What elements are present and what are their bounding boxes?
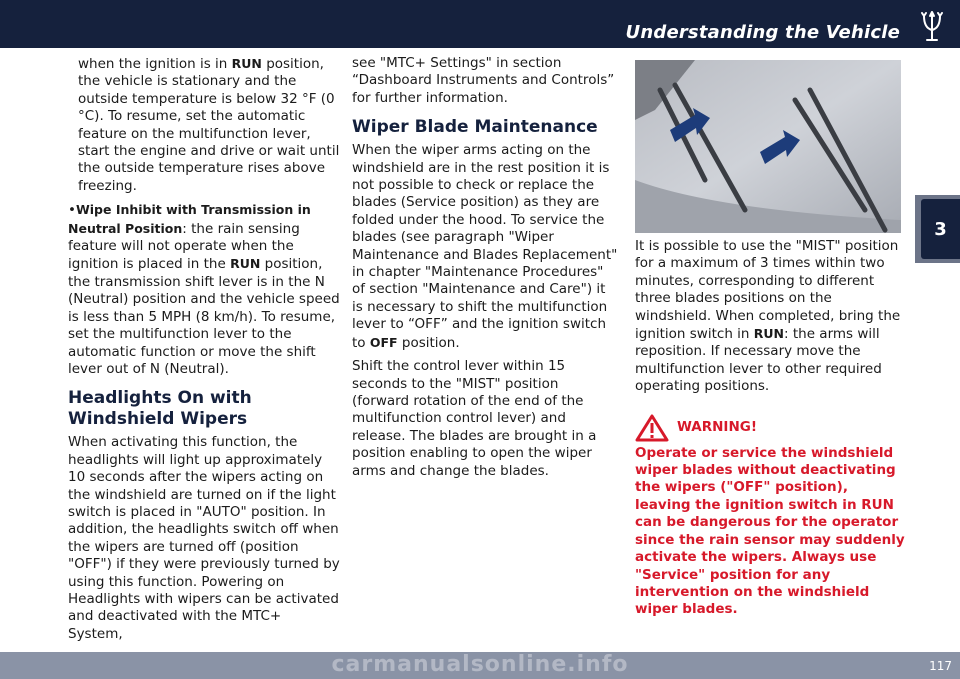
watermark: carmanualsonline.info bbox=[331, 652, 629, 677]
paragraph-headlights: When activating this function, the headlights will light up approximately 10 seconds after the wipers acting on the windshield are turned on if the light switch is placed in "AUTO" position. In addition, the headlights switch off when the wipers are turned off (position "OFF") if they were previously turned by using this function. Powering on Headlights with wipers can be activated and deactivated with the MTC+ System, bbox=[68, 434, 340, 642]
paragraph-mist-limit bbox=[635, 238, 905, 396]
windshield-illustration bbox=[635, 60, 901, 233]
wiper-blades-photo bbox=[635, 60, 901, 233]
bold-run: RUN bbox=[231, 56, 262, 71]
column-3 bbox=[635, 238, 905, 619]
page-number: 117 bbox=[929, 659, 952, 673]
text: when the ignition is in bbox=[78, 56, 232, 72]
warning-header bbox=[635, 414, 905, 442]
text: When the wiper arms acting on the windshield are in the rest position it is not possible to check or replace the blades (Service position) as they are folded under the hood. To service the blades (see paragraph "Wiper Maintenance and Blades Replacement" in chapter "Maintenance Procedures" of section "Maintenance and Care") it is necessary to shift the multifunction lever to “OFF” and the ignition switch to bbox=[352, 142, 618, 351]
page-header bbox=[0, 0, 960, 48]
text: position, the vehicle is stationary and the outside temperature is below 32 °F (0 °C). To resume, set the automatic feature on the multifunction lever, start the engine and drive or wait until the outside temperature rises above freezing. bbox=[78, 56, 340, 194]
bold-run: RUN bbox=[753, 326, 785, 342]
paragraph-mtc-settings: see "MTC+ Settings" in section “Dashboard Instruments and Controls” for further information. bbox=[352, 55, 615, 106]
paragraph-mist: Shift the control lever within 15 seconds to the "MIST" position (forward rotation of the end of the multifunction control lever) and release. The blades are brought in a position enabling to open the wiper arms and change the blades. bbox=[352, 358, 597, 479]
column-1 bbox=[68, 55, 340, 649]
heading-wiper-maintenance: Wiper Blade Maintenance bbox=[352, 117, 598, 138]
text: : the rain sensing feature will not operate when the ignition is placed in the bbox=[68, 220, 300, 273]
text: : the arms will reposition. If necessary move the multifunction lever to other required operating positions. bbox=[635, 326, 882, 395]
paragraph-service-position bbox=[352, 142, 618, 352]
column-2 bbox=[352, 55, 618, 486]
text: It is possible to use the "MIST" position for a maximum of 3 times within two minutes, corresponding to different three blades positions on the windshield. When completed, bring the ignition switch in bbox=[635, 238, 901, 343]
trident-logo-icon bbox=[916, 10, 948, 44]
text: position, the transmission shift lever is in the N (Neutral) position and the vehicle speed is less than 5 MPH (8 km/h). To resume, set the multifunction lever to the automatic function or move the shift lever out of N (Neutral). bbox=[68, 256, 340, 377]
warning-title: WARNING! bbox=[677, 418, 757, 435]
section-title: Understanding the Vehicle bbox=[625, 22, 900, 43]
paragraph-run-temp bbox=[68, 55, 340, 195]
warning-text: Operate or service the windshield wiper blades without deactivating the wipers ("OFF" position), leaving the ignition switch in RUN can be dangerous for the operator since the rain sensor may suddenly activate the wipers. Always use "Service" position for any intervention on the windshield wiper blades. bbox=[635, 444, 905, 618]
chapter-tab[interactable]: 3 bbox=[921, 199, 960, 259]
bullet-title: Wipe Inhibit with Transmission in Neutral Position bbox=[68, 202, 311, 236]
bold-run: RUN bbox=[230, 256, 261, 272]
warning-triangle-icon bbox=[635, 414, 669, 442]
heading-headlights: Headlights On with Windshield Wipers bbox=[68, 388, 252, 430]
page-footer bbox=[0, 652, 960, 679]
bold-off: OFF bbox=[369, 334, 398, 350]
bullet-wipe-inhibit bbox=[68, 201, 340, 378]
bullet-dot: • bbox=[68, 202, 76, 219]
text: position. bbox=[397, 334, 460, 351]
